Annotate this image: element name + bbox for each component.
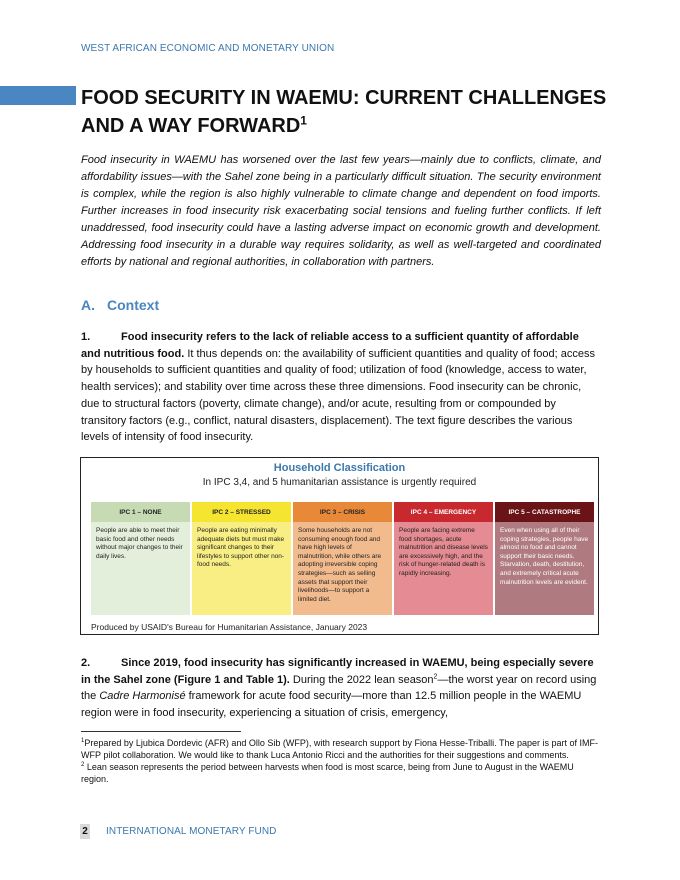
- paragraph-lead: Since 2019, food insecurity has significantly increased in WAEMU, being especially severe in the Sahel zone (Figure 1 and Table 1).: [81, 657, 594, 686]
- figure-subtitle: In IPC 3,4, and 5 humanitarian assistance is urgently required: [202, 477, 477, 488]
- ipc-column: [495, 502, 594, 615]
- running-header: WEST AFRICAN ECONOMIC AND MONETARY UNION: [81, 43, 335, 54]
- paragraph-lead: Food insecurity refers to the lack of reliable access to a sufficient quantity of affordable and nutritious food.: [81, 331, 579, 360]
- footnote: [81, 737, 601, 761]
- footnote-number: 2: [81, 762, 85, 768]
- ipc-phase-description: Some households are not consuming enough food and have high levels of malnutrition, while others are adopting irreversible coping strategies—such as selling assets that support their livelihoods—to support a limited diet.: [293, 522, 392, 615]
- ipc-column: [394, 502, 493, 615]
- title-accent-bar: [0, 86, 76, 105]
- figure-title: Household Classification: [273, 462, 406, 474]
- footnote-text: Lean season represents the period between harvests when food is most scarce, being from June to August in the WAEMU region.: [81, 762, 574, 784]
- paragraph-body: framework for acute food security—more than 12.5 million people in the WAEMU region were in food insecurity, experiencing a situation of crisis, emergency,: [81, 690, 582, 720]
- framework-name: Cadre Harmonisé: [99, 690, 186, 703]
- ipc-columns: [91, 502, 594, 615]
- running-footer: INTERNATIONAL MONETARY FUND: [106, 826, 277, 837]
- title-footnote-ref: 1: [300, 113, 307, 128]
- paragraph-body: It thus depends on: the availability of sufficient quantities and quality of food; access by households to sufficient quantities and quality of food; utilization of food (knowledge, access to water, health services); and stability over time across these three dimensions. Food insecurity can be chronic, due to structural factors (poverty, climate change), and/or acute, resulting from or compounded by transitory factors (e.g., conflict, natural disasters, displacement). The text figure describes the various levels of intensity of food insecurity.: [81, 347, 595, 444]
- figure-source: Produced by USAID's Bureau for Humanitarian Assistance, January 2023: [91, 622, 368, 632]
- ipc-phase-description: People are facing extreme food shortages, acute malnutrition and disease levels are excessively high, and the risk of hunger-related death is rapidly increasing.: [394, 522, 493, 615]
- ipc-column: [91, 502, 190, 615]
- abstract: Food insecurity in WAEMU has worsened over the last few years—mainly due to conflicts, climate, and affordability issues—with the Sahel zone being in a particularly difficult situation. The security environment is complex, while the region is also highly vulnerable to climate change and dependent on food imports. Further increases in food insecurity risk exacerbating social tensions and fueling further conflicts. If left unaddressed, food insecurity could have a lasting adverse impact on economic growth and development. Addressing food insecurity in a durable way requires solidarity, as well as well-targeted and coordinated efforts by national and regional authorities, in collaboration with partners.: [81, 154, 601, 268]
- footnotes: [81, 737, 601, 785]
- paragraph-2: [81, 655, 601, 722]
- page-number: 2: [80, 824, 90, 839]
- ipc-phase-description: People are eating minimally adequate diets but must make significant changes to their lifestyles to support other non-food needs.: [192, 522, 291, 615]
- paragraph-1: [81, 329, 601, 446]
- ipc-phase-label: IPC 3 – CRISIS: [293, 502, 392, 522]
- paragraph-body: During the 2022 lean season: [289, 673, 434, 686]
- ipc-phase-label: IPC 4 – EMERGENCY: [394, 502, 493, 522]
- ipc-column: [293, 502, 392, 615]
- page-title: [81, 84, 621, 140]
- ipc-phase-label: IPC 5 – CATASTROPHE: [495, 502, 594, 522]
- footnote-text: Prepared by Ljubica Dordevic (AFR) and Ollo Sib (WFP), with research support by Fiona Hesse-Triballi. The paper is part of IMF-WFP pilot collaboration. We would like to thank Luca Antonio Ricci and the authorities for their suggestions and comments.: [81, 738, 599, 760]
- ipc-phase-label: IPC 2 – STRESSED: [192, 502, 291, 522]
- paragraph-number: 1.: [81, 331, 91, 343]
- ipc-column: [192, 502, 291, 615]
- footnote-ref: 2: [433, 673, 438, 681]
- section-letter: A.: [81, 297, 95, 313]
- footnote-number: 1: [81, 738, 85, 744]
- ipc-phase-description: People are able to meet their basic food and other needs without major changes to their daily lives.: [91, 522, 190, 615]
- ipc-phase-label: IPC 1 – NONE: [91, 502, 190, 522]
- footnote: [81, 761, 601, 785]
- paragraph-body: —the worst year on record using the: [81, 673, 597, 703]
- footnote-divider: [81, 731, 241, 732]
- section-title: Context: [107, 297, 160, 313]
- title-text: FOOD SECURITY IN WAEMU: CURRENT CHALLENGES AND A WAY FORWARD: [81, 87, 607, 137]
- paragraph-number: 2.: [81, 657, 91, 669]
- household-classification-figure: [80, 457, 599, 635]
- ipc-phase-description: Even when using all of their coping strategies, people have almost no food and cannot support their basic needs. Starvation, death, destitution, and extremely critical acute malnutrition levels are evident.: [495, 522, 594, 615]
- section-heading: [81, 297, 159, 313]
